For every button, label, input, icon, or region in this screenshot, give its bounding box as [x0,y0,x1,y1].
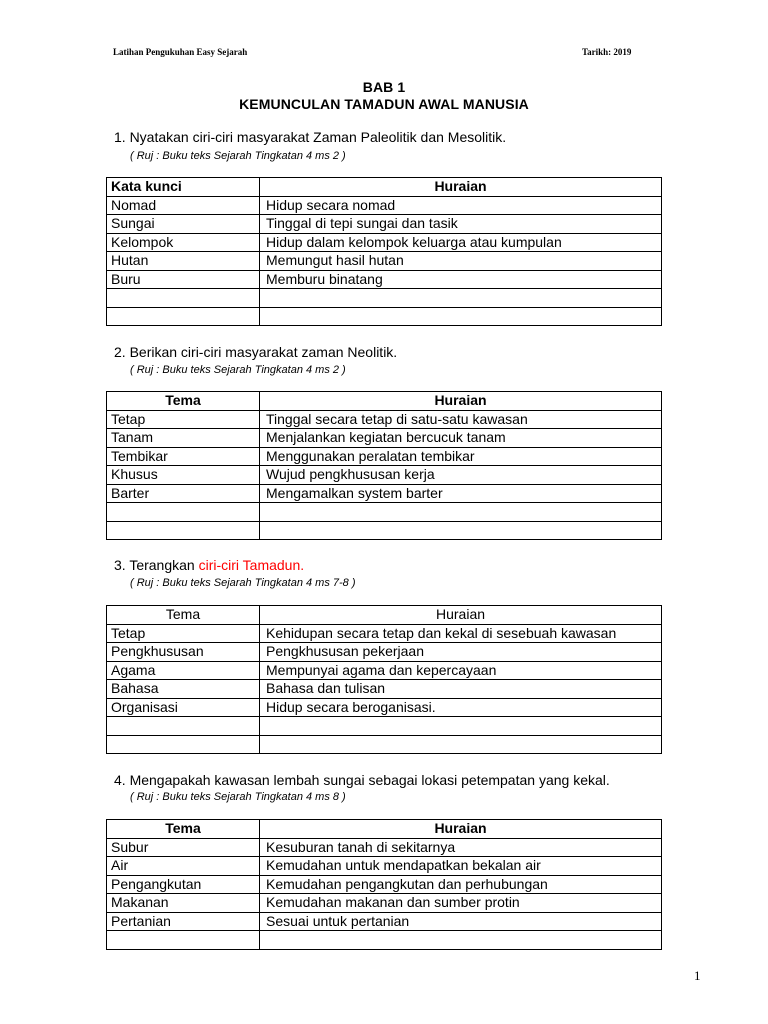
table-cell-description [260,289,662,308]
table-header-theme: Tema [107,392,260,411]
table-header-description: Huraian [260,178,662,197]
table-cell-description: Bahasa dan tulisan [260,680,662,699]
table-header-row [107,606,662,625]
table-row [107,429,662,448]
question-3 [114,557,304,573]
reference-3: ( Ruj : Buku teks Sejarah Tingkatan 4 ms 7-8 ) [130,577,356,589]
table-cell-description: Menggunakan peralatan tembikar [260,447,662,466]
table-cell-description [260,307,662,326]
table-cell-description: Kemudahan pengangkutan dan perhubungan [260,875,662,894]
table-cell-description [260,521,662,540]
table-cell-keyword: Pengangkutan [107,875,260,894]
answer-table-2 [106,391,662,540]
table-cell-keyword [107,717,260,736]
chapter-number: BAB 1 [362,79,406,95]
table-cell-keyword: Khusus [107,466,260,485]
table-header-description: Huraian [260,820,662,839]
page-number: 1 [694,968,701,983]
table-cell-description: Tinggal secara tetap di satu-satu kawasan [260,410,662,429]
table-cell-keyword: Pengkhususan [107,643,260,662]
table-row [107,717,662,736]
table-row [107,735,662,754]
table-row [107,503,662,522]
question-2: 2. Berikan ciri-ciri masyarakat zaman Neolitik. [114,344,398,360]
reference-1: ( Ruj : Buku teks Sejarah Tingkatan 4 ms 2 ) [130,150,346,162]
table-cell-keyword: Makanan [107,894,260,913]
table-cell-description: Mengamalkan system barter [260,484,662,503]
answer-table-3 [106,605,662,754]
chapter-title: KEMUNCULAN TAMADUN AWAL MANUSIA [239,96,529,112]
document-header-date: Tarikh: 2019 [582,47,632,57]
table-cell-description: Pengkhususan pekerjaan [260,643,662,662]
table-cell-keyword: Hutan [107,252,260,271]
answer-table-4 [106,819,662,950]
table-row [107,698,662,717]
table-cell-keyword [107,735,260,754]
table-cell-keyword [107,307,260,326]
table-cell-description: Kemudahan makanan dan sumber protin [260,894,662,913]
table-row [107,410,662,429]
table-row [107,447,662,466]
table-row [107,912,662,931]
table-cell-keyword: Organisasi [107,698,260,717]
table-cell-keyword: Air [107,857,260,876]
table-row [107,466,662,485]
table-cell-keyword: Sungai [107,215,260,234]
table-row [107,307,662,326]
table-cell-description: Kehidupan secara tetap dan kekal di sesebuah kawasan [260,624,662,643]
table-cell-keyword: Pertanian [107,912,260,931]
table-cell-keyword [107,931,260,950]
reference-2: ( Ruj : Buku teks Sejarah Tingkatan 4 ms 2 ) [130,364,346,376]
table-cell-description [260,503,662,522]
table-cell-keyword: Tembikar [107,447,260,466]
table-row [107,233,662,252]
table-cell-keyword: Kelompok [107,233,260,252]
table-cell-keyword: Agama [107,661,260,680]
question-3-text: 3. Terangkan [114,557,199,573]
table-row [107,643,662,662]
table-cell-keyword: Barter [107,484,260,503]
question-3-highlight: ciri-ciri Tamadun. [198,557,305,573]
table-header-row [107,392,662,411]
table-cell-keyword: Nomad [107,196,260,215]
table-cell-description: Mempunyai agama dan kepercayaan [260,661,662,680]
table-row [107,838,662,857]
table-header-description: Huraian [260,392,662,411]
table-cell-description: Memungut hasil hutan [260,252,662,271]
table-cell-keyword [107,521,260,540]
table-cell-keyword: Tetap [107,410,260,429]
table-cell-description: Hidup dalam kelompok keluarga atau kumpulan [260,233,662,252]
table-row [107,289,662,308]
table-cell-description [260,735,662,754]
table-row [107,270,662,289]
table-cell-keyword: Bahasa [107,680,260,699]
table-header-row [107,820,662,839]
table-cell-description: Kesuburan tanah di sekitarnya [260,838,662,857]
table-row [107,857,662,876]
table-header-description: Huraian [260,606,662,625]
table-cell-description: Memburu binatang [260,270,662,289]
table-cell-description [260,717,662,736]
table-cell-keyword: Subur [107,838,260,857]
table-cell-keyword [107,503,260,522]
table-cell-keyword: Tanam [107,429,260,448]
table-cell-description: Sesuai untuk pertanian [260,912,662,931]
table-row [107,624,662,643]
table-header-theme: Tema [107,820,260,839]
document-header-title: Latihan Pengukuhan Easy Sejarah [113,47,248,57]
table-cell-keyword [107,289,260,308]
table-row [107,215,662,234]
table-row [107,521,662,540]
table-cell-keyword: Tetap [107,624,260,643]
table-cell-description: Hidup secara nomad [260,196,662,215]
table-row [107,196,662,215]
table-header-theme: Tema [107,606,260,625]
table-cell-description: Hidup secara beroganisasi. [260,698,662,717]
table-cell-description [260,931,662,950]
table-row [107,875,662,894]
table-cell-description: Kemudahan untuk mendapatkan bekalan air [260,857,662,876]
table-cell-description: Tinggal di tepi sungai dan tasik [260,215,662,234]
answer-table-1 [106,177,662,326]
question-4: 4. Mengapakah kawasan lembah sungai sebagai lokasi petempatan yang kekal. [114,772,610,788]
table-row [107,931,662,950]
table-row [107,484,662,503]
table-cell-keyword: Buru [107,270,260,289]
table-cell-description: Wujud pengkhususan kerja [260,466,662,485]
question-1: 1. Nyatakan ciri-ciri masyarakat Zaman Paleolitik dan Mesolitik. [114,129,507,145]
table-row [107,894,662,913]
table-row [107,252,662,271]
table-cell-description: Menjalankan kegiatan bercucuk tanam [260,429,662,448]
reference-4: ( Ruj : Buku teks Sejarah Tingkatan 4 ms 8 ) [130,791,346,803]
table-header-row [107,178,662,197]
table-row [107,661,662,680]
table-header-keyword: Kata kunci [107,178,260,197]
table-row [107,680,662,699]
